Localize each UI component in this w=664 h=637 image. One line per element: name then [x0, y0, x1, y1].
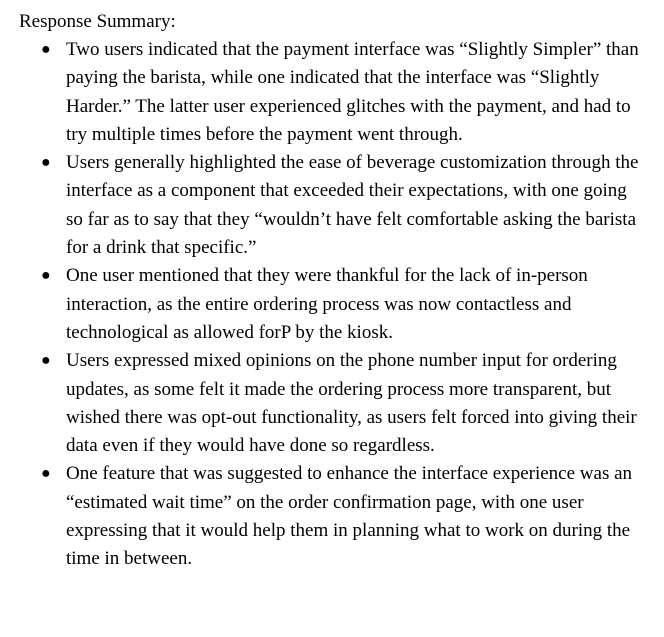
list-item-text: Two users indicated that the payment interface was “Slightly Simpler” than paying the barista, while one indicated that the interface was “Slightly Harder.” The latter user experienced glitches with the payment, and had to try multiple times before the payment went through.: [66, 39, 639, 145]
summary-heading: Response Summary:: [19, 11, 176, 32]
list-item-text: One user mentioned that they were thankful for the lack of in-person interaction, as the entire ordering process was now contactless and technological as allowed forP by the kiosk.: [66, 265, 588, 343]
bullet-icon: ●: [41, 352, 51, 370]
list-item: [19, 262, 644, 347]
list-item: [19, 347, 644, 460]
bullet-icon: ●: [41, 267, 51, 285]
list-item-text: One feature that was suggested to enhance the interface experience was an “estimated wait time” on the order confirmation page, with one user expressing that it would help them in planning what to work on during the time in between.: [66, 463, 633, 570]
list-item-text: Users expressed mixed opinions on the phone number input for ordering updates, as some felt it made the ordering process more transparent, but wished there was opt-out functionality, as users felt forced into giving their data even if they would have done so regardless.: [66, 350, 637, 457]
list-item: [19, 36, 644, 149]
summary-list: [19, 36, 644, 574]
list-item: [19, 149, 644, 262]
bullet-icon: ●: [41, 465, 51, 483]
bullet-icon: ●: [41, 154, 51, 172]
bullet-icon: ●: [41, 41, 51, 58]
list-item: [19, 460, 644, 573]
list-item-text: Users generally highlighted the ease of beverage customization through the interface as a component that exceeded their expectations, with one going so far as to say that they “wouldn’t have felt comfortable asking the barista for a drink that specific.”: [66, 152, 639, 259]
